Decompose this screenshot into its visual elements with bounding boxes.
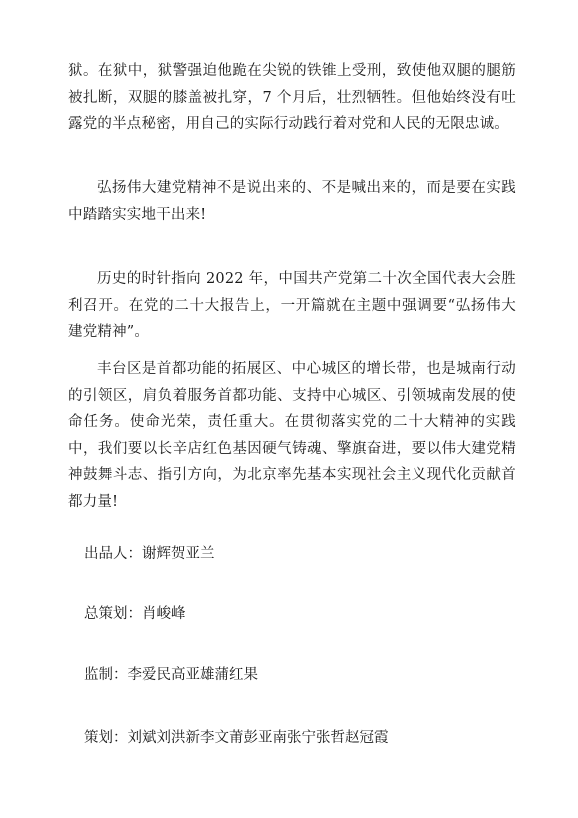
credit-producer <box>84 543 215 565</box>
paragraph-twentieth-congress: 历史的时针指向 2022 年，中国共产党第二十次全国代表大会胜利召开。在党的二十大报告上，一开篇就在主题中强调要“弘扬伟大建党精神”。 <box>68 271 516 340</box>
paragraph-party-spirit: 弘扬伟大建党精神不是说出来的、不是喊出来的，而是要在实践中踏踏实实地干出来! <box>68 180 516 223</box>
credit-supervisor <box>84 664 258 686</box>
credit-planner <box>84 727 389 749</box>
credit-chief-planner <box>84 603 186 625</box>
credit-chief-planner-value: 肖峻峰 <box>142 606 186 622</box>
credit-chief-planner-label: 总策划： <box>84 606 142 622</box>
credit-supervisor-value: 李爱民高亚雄蒲红果 <box>127 667 258 683</box>
paragraph-story-continuation: 狱。在狱中，狱警强迫他跪在尖锐的铁锥上受刑，致使他双腿的腿筋被扎断，双腿的膝盖被扎穿，7 个月后，壮烈牺牲。但他始终没有吐露党的半点秘密，用自己的实际行动践行着对党和人民的无限忠诚。 <box>68 63 516 132</box>
credit-planner-label: 策划： <box>84 730 128 746</box>
credit-producer-label: 出品人： <box>84 546 142 562</box>
credit-producer-value: 谢辉贺亚兰 <box>142 546 215 562</box>
paragraph-fengtai-district: 丰台区是首都功能的拓展区、中心城区的增长带，也是城南行动的引领区，肩负着服务首都功能、支持中心城区、引领城南发展的使命任务。使命光荣，责任重大。在贯彻落实党的二十大精神的实践中，我们要以长辛店红色基因硬气铸魂、擎旗奋进，要以伟大建党精神鼓舞斗志、指引方向，为北京率先基本实现社会主义现代化贡献首都力量! <box>68 361 516 510</box>
credit-supervisor-label: 监制： <box>84 667 128 683</box>
credit-planner-value: 刘斌刘洪新李文莆彭亚南张宁张哲赵冠霞 <box>127 730 389 746</box>
